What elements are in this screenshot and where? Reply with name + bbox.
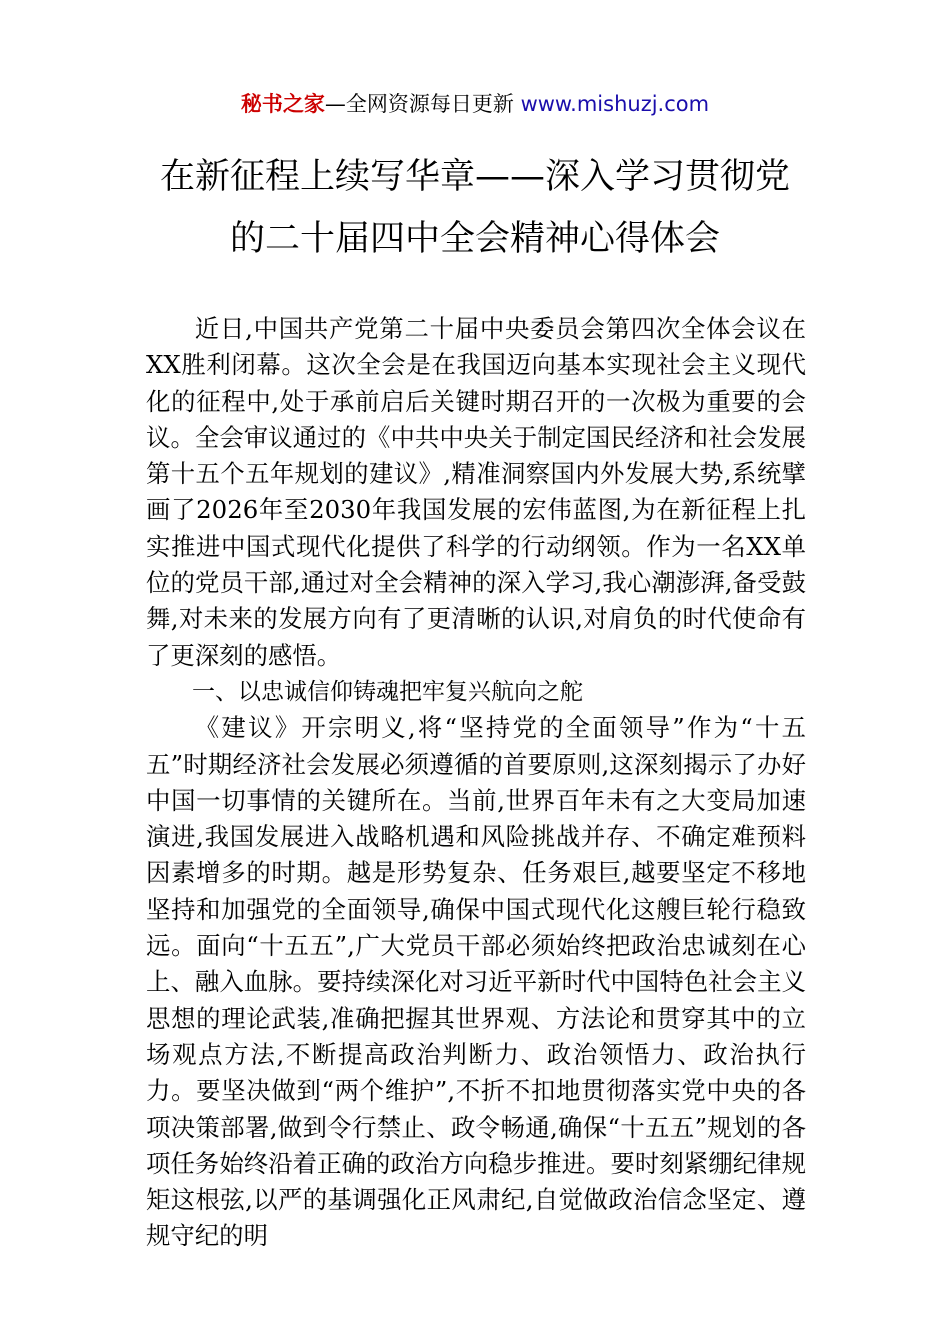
document-body xyxy=(146,311,806,1255)
site-slogan: —全网资源每日更新 xyxy=(324,92,521,116)
paragraph-section-1: 《建议》开宗明义,将“坚持党的全面领导”作为“十五五”时期经济社会发展必须遵循的首要原则,这深刻揭示了办好中国一切事情的关键所在。当前,世界百年未有之大变局加速演进,我国发展进入战略机遇和风险挑战并存、不确定难预料因素增多的时期。越是形势复杂、任务艰巨,越要坚定不移地坚持和加强党的全面领导,确保中国式现代化这艘巨轮行稳致远。面向“十五五”,广大党员干部必须始终把政治忠诚刻在心上、融入血脉。要持续深化对习近平新时代中国特色社会主义思想的理论武装,准确把握其世界观、方法论和贯穿其中的立场观点方法,不断提高政治判断力、政治领悟力、政治执行力。要坚决做到“两个维护”,不折不扣地贯彻落实党中央的各项决策部署,做到令行禁止、政令畅通,确保“十五五”规划的各项任务始终沿着正确的政治方向稳步推进。要时刻紧绷纪律规矩这根弦,以严的基调强化正风肃纪,自觉做政治信念坚定、遵规守纪的明 xyxy=(146,713,806,1251)
title-line-1: 在新征程上续写华章——深入学习贯彻党 xyxy=(159,157,790,197)
paragraph-intro: 近日,中国共产党第二十届中央委员会第四次全体会议在XX胜利闭幕。这次全会是在我国迈向基本实现社会主义现代化的征程中,处于承前启后关键时期召开的一次极为重要的会议。全会审议通过的《中共中央关于制定国民经济和社会发展第十五个五年规划的建议》,精准洞察国内外发展大势,系统擘画了2026年至2030年我国发展的宏伟蓝图,为在新征程上扎实推进中国式现代化提供了科学的行动纲领。作为一名XX单位的党员干部,通过对全会精神的深入学习,我心潮澎湃,备受鼓舞,对未来的发展方向有了更清晰的认识,对肩负的时代使命有了更深刻的感悟。 xyxy=(146,314,806,670)
site-header xyxy=(0,88,950,120)
site-url-link[interactable]: www.mishuzj.com xyxy=(520,92,710,116)
document-title xyxy=(0,150,950,266)
site-brand: 秘书之家 xyxy=(240,92,325,116)
section-heading-1: 一、以忠诚信仰铸魂把牢复兴航向之舵 xyxy=(192,678,583,705)
title-line-2: 的二十届四中全会精神心得体会 xyxy=(229,219,720,259)
